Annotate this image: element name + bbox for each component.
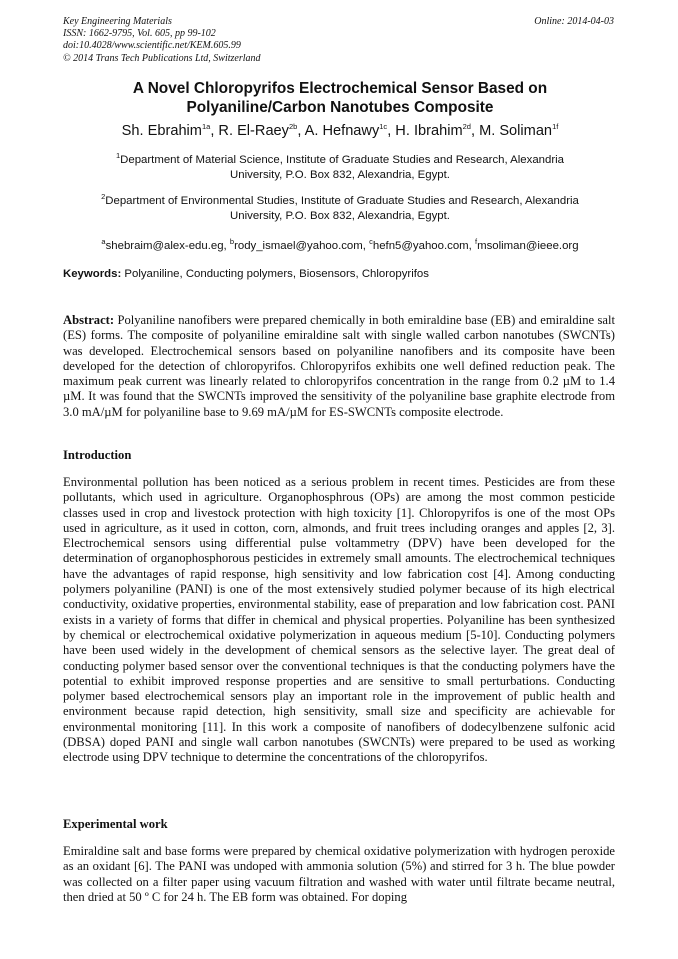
- author-affiliation-mark: 1c: [379, 122, 388, 132]
- author-name: A. Hefnawy: [304, 123, 380, 139]
- affiliation-line: Department of Environmental Studies, Institute of Graduate Studies and Research, Alexandria: [105, 195, 579, 207]
- email-list: [62, 239, 618, 253]
- keywords: [63, 267, 623, 281]
- title-line-2: Polyaniline/Carbon Nanotubes Composite: [186, 99, 494, 116]
- author-separator: ,: [387, 123, 396, 139]
- author-list: [60, 122, 620, 140]
- affiliation-line: University, P.O. Box 832, Alexandria, Egypt.: [230, 169, 450, 181]
- affiliation-mark: 1: [115, 151, 121, 161]
- doi-line[interactable]: doi:10.4028/www.scientific.net/KEM.605.99: [63, 40, 241, 52]
- email-link[interactable]: shebraim@alex-edu.eg: [105, 240, 224, 252]
- author-name: Sh. Ebrahim: [121, 123, 202, 139]
- author-name: H. Ibrahim: [395, 123, 463, 139]
- email-separator: ,: [362, 240, 370, 252]
- author-affiliation-mark: 2d: [462, 122, 471, 132]
- email-mark: f: [475, 237, 478, 247]
- email-mark: b: [229, 237, 235, 247]
- experimental-paragraph: Emiraldine salt and base forms were prepared by chemical oxidative polymerization with hydrogen peroxide as an oxidant [6]. The PANI was undoped with ammonia solution (5%) and stirred for 3 h. The blue powder was collected on a filter paper using vacuum filtration and washed with water until filtrate became neutral, then dried at 50 º C for 24 h. The EB form was obtained. For doping: [63, 844, 615, 904]
- journal-header: [63, 16, 261, 65]
- author-name: M. Soliman: [479, 123, 553, 139]
- keywords-text: Polyaniline, Conducting polymers, Biosensors, Chloropyrifos: [121, 268, 429, 280]
- author-separator: ,: [470, 123, 480, 139]
- introduction-heading: Introduction: [63, 448, 132, 462]
- journal-name: Key Engineering Materials: [63, 16, 172, 27]
- keywords-label: Keywords:: [63, 268, 122, 280]
- introduction-paragraph: Environmental pollution has been noticed as a serious problem in recent times. Pesticides are from these pollutants, which used in agriculture. Organophosphrous (OPs) are among the most common pesticide classes used in crop and livestock protection with high toxicity [1]. Chloropyrifos is one of the most OPs used in agriculture, as it used in cotton, corn, almonds, and fruit trees including oranges and apples [2, 3]. Electrochemical sensors using differential pulse voltammetry (DPV) have been developed for the determination of organophosphorous pesticides in extremely small amounts. The electrochemical techniques have the advantages of rapid response, high sensitivity and low fabrication cost [4]. Among conducting polymers polyaniline (PANI) is one of the most extensively studied polymer because of its high electrical conductivity, oxidative properties, environmental stability, ease of preparation and low fabrication cost. PANI exists in a variety of forms that differ in chemical and physical properties. Polyaniline has been synthesized by chemical or electrochemical oxidative polymerization in aqueous medium [5-10]. Conducting polymers have been used widely in the development of chemical sensors as the selective layer. The great deal of conducting polymer based sensor over the conventional techniques is that the conducting polymers have the potential to exhibit improved response properties and are sensitive to small perturbations. Conducting polymer based electrochemical sensors play an important role in the improvement of public health and environment because rapid detection, high sensitivity, small size and specificity are achievable for environmental monitoring [11]. In this work a composite of nanofibers of dodecylbenzene sulfonic acid (DBSA) doped PANI and single wall carbon nanotubes (SWCNTs) were prepared to be used as working electrode using DPV technique to determine the concentrations of the chloropyrifos.: [63, 475, 615, 765]
- affiliation-line: University, P.O. Box 832, Alexandria, Egypt.: [230, 210, 450, 222]
- email-link[interactable]: rody_ismael@yahoo.com: [234, 240, 363, 252]
- affiliation-mark: 2: [101, 192, 106, 202]
- email-link[interactable]: hefn5@yahoo.com: [372, 240, 469, 252]
- affiliation-line: Department of Material Science, Institute of Graduate Studies and Research, Alexandria: [120, 154, 565, 166]
- abstract-label: Abstract:: [63, 313, 115, 327]
- affiliation-1: [62, 153, 618, 183]
- abstract: [63, 313, 615, 420]
- author-separator: ,: [210, 123, 219, 139]
- issn-line: ISSN: 1662-9795, Vol. 605, pp 99-102: [63, 28, 216, 40]
- abstract-text: Polyaniline nanofibers were prepared chemically in both emiraldine base (EB) and emiraldine salt (ES) forms. The composite of polyaniline emiraldine salt with single walled carbon nanotubes (SWCNTs) was developed. Electrochemical sensors based on polyaniline nanofibers and its composite have been developed for the detection of chloropyrifos. Chloropyrifos exhibits one well defined reduction peak. The maximum peak current was linearly related to chloropyrifos concentration in the range from 0.2 µM to 1.4 µM. It was found that the SWCNTs improved the sensitivity of the polyaniline base graphite electrode from 3.0 mA/µM for polyaniline base to 9.69 mA/µM for ES-SWCNTs composite electrode.: [63, 313, 615, 419]
- online-date: Online: 2014-04-03: [534, 16, 614, 27]
- copyright-line: © 2014 Trans Tech Publications Ltd, Switzerland: [63, 52, 261, 64]
- email-mark: c: [369, 237, 373, 247]
- author-separator: ,: [297, 123, 305, 139]
- experimental-heading: Experimental work: [63, 817, 168, 831]
- email-mark: a: [101, 237, 106, 247]
- author-affiliation-mark: 1f: [552, 122, 559, 132]
- author-affiliation-mark: 1a: [201, 122, 211, 132]
- author-affiliation-mark: 2b: [288, 122, 298, 132]
- email-link[interactable]: msoliman@ieee.org: [477, 240, 579, 252]
- title-line-1: A Novel Chloropyrifos Electrochemical Sensor Based on: [132, 80, 548, 97]
- paper-title: [60, 79, 620, 117]
- email-separator: ,: [223, 240, 230, 252]
- affiliation-2: [62, 194, 618, 224]
- email-separator: ,: [468, 240, 475, 252]
- author-name: R. El-Raey: [218, 123, 289, 139]
